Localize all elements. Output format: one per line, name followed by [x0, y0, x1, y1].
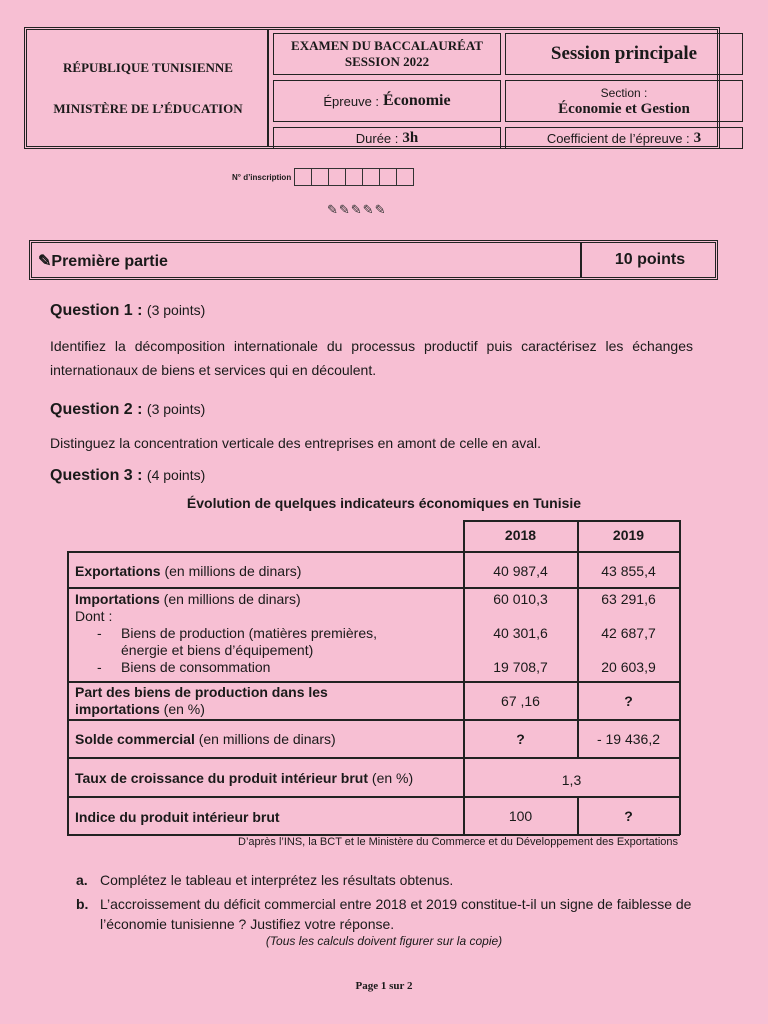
duree-label: Durée : [355, 130, 399, 146]
question-2-text: Distinguez la concentration verticale des entreprises en amont de celle en aval. [50, 435, 542, 451]
table-title: Évolution de quelques indicateurs économiques en Tunisie [186, 495, 582, 511]
question-1-title [50, 302, 205, 320]
calculation-note: (Tous les calculs doivent figurer sur la copie) [265, 934, 503, 948]
exam-title: EXAMEN DU BACCALAURÉAT [291, 38, 483, 53]
row-label-bold: Importations [75, 591, 160, 607]
part-points: 10 points [614, 251, 686, 268]
task-marker: a. [76, 872, 88, 888]
inscription-field [232, 168, 414, 186]
question-points: (3 points) [146, 302, 206, 318]
duree-value: 3h [402, 129, 419, 146]
row-label-bold: Indice du produit intérieur brut [75, 809, 280, 825]
indicators-table [67, 520, 680, 836]
table-rule [67, 796, 680, 798]
inscription-box[interactable] [294, 168, 312, 186]
inscription-box[interactable] [379, 168, 397, 186]
question-points: (4 points) [146, 467, 206, 483]
cell-taux-value: 1,3 [561, 772, 582, 788]
row-label-text: Biens de consommation [121, 659, 271, 675]
cell-imp-2019: 63 291,6 [601, 591, 656, 607]
inscription-box[interactable] [396, 168, 414, 186]
cell-bc-2018: 19 708,7 [493, 659, 548, 675]
part-divider [580, 243, 582, 277]
cell-exp-2019: 43 855,4 [601, 563, 656, 579]
epreuve-cell [273, 80, 501, 122]
cell-bp-2018: 40 301,6 [493, 625, 548, 641]
inscription-box[interactable] [311, 168, 329, 186]
task-text: Complétez le tableau et interprétez les résultats obtenus. [100, 872, 454, 888]
cell-bc-2019: 20 603,9 [601, 659, 656, 675]
row-label-bold: Solde commercial [75, 731, 195, 747]
row-unit: (en millions de dinars) [194, 731, 336, 747]
duree-cell [273, 127, 501, 149]
section-value: Économie et Gestion [558, 101, 690, 117]
epreuve-value: Économie [383, 92, 451, 109]
question-title: Question 2 : [50, 401, 143, 418]
column-header-2018: 2018 [504, 527, 537, 543]
question-3-title [50, 467, 205, 485]
row-unit: (en millions de dinars) [160, 563, 302, 579]
row-label-part [67, 684, 463, 718]
coefficient-label: Coefficient de l’épreuve : [546, 130, 690, 146]
cell-solde-2019: - 19 436,2 [596, 731, 661, 747]
table-rule [67, 681, 680, 683]
issuer-block [30, 33, 266, 143]
page-number: Page 1 sur 2 [355, 980, 413, 992]
part-bar [29, 240, 718, 280]
part-title: ✎Première partie [38, 253, 168, 270]
row-label-bold: Exportations [75, 563, 161, 579]
question-2-title [50, 401, 205, 419]
row-label-taux [67, 770, 463, 786]
inscription-label: N° d’inscription [232, 172, 292, 182]
inscription-box[interactable] [362, 168, 380, 186]
table-rule [679, 520, 681, 835]
exam-session-year: SESSION 2022 [344, 54, 430, 69]
section-cell [505, 80, 743, 122]
row-unit: (en millions de dinars) [159, 591, 301, 607]
row-label-biens-consommation: - Biens de consommation [97, 659, 271, 675]
cell-indice-2018: 100 [508, 808, 533, 824]
row-label-text: énergie et biens d’équipement) [121, 642, 314, 658]
row-label-importations [67, 591, 463, 625]
row-label-bold: importations [75, 701, 160, 717]
cell-imp-2018: 60 010,3 [493, 591, 548, 607]
section-label: Section : [600, 86, 648, 100]
task-a [76, 870, 696, 890]
question-1-text: Identifiez la décomposition internationale du processus productif puis caractérisez les échanges internationaux de biens et services qui en découlent. [50, 338, 693, 378]
dont-label: Dont : [75, 608, 113, 624]
cell-part-2018: 67 ,16 [501, 693, 540, 709]
question-title: Question 3 : [50, 467, 143, 484]
cell-exp-2018: 40 987,4 [493, 563, 548, 579]
pencil-icons: ✎✎✎✎✎ [327, 202, 387, 217]
row-label-text: Biens de production (matières premières, [121, 625, 378, 641]
row-label-bold: Taux de croissance du produit intérieur brut [75, 770, 369, 786]
row-label-exportations [67, 563, 463, 579]
inscription-box[interactable] [328, 168, 346, 186]
table-rule [67, 719, 680, 721]
republic-label: RÉPUBLIQUE TUNISIENNE [63, 59, 233, 75]
column-header-2019: 2019 [612, 527, 645, 543]
table-rule [67, 551, 680, 553]
row-label-biens-production: - Biens de production (matières premières, énergie et biens d’équipement) [97, 625, 378, 658]
question-title: Question 1 : [50, 302, 143, 319]
table-rule [67, 587, 680, 589]
table-rule [67, 757, 680, 759]
task-text: L’accroissement du déficit commercial entre 2018 et 2019 constitue-t-il un signe de faiblesse de l’économie tunisienne ? Justifiez votre réponse. [100, 896, 692, 932]
ministry-label: MINISTÈRE DE L’ÉDUCATION [53, 100, 243, 116]
row-unit: (en %) [368, 770, 414, 786]
coefficient-cell [505, 127, 743, 149]
question-points: (3 points) [146, 401, 206, 417]
cell-bp-2019: 42 687,7 [601, 625, 656, 641]
row-label-indice [67, 809, 463, 825]
table-source: D’après l’INS, la BCT et le Ministère du Commerce et du Développement des Exportations [238, 836, 678, 848]
epreuve-label: Épreuve : [323, 93, 380, 109]
row-label-solde [67, 731, 463, 747]
session-cell [505, 33, 743, 75]
inscription-box[interactable] [345, 168, 363, 186]
exam-header [24, 27, 720, 149]
cell-indice-2019: ? [624, 808, 633, 824]
cell-part-2019: ? [624, 693, 633, 709]
coefficient-value: 3 [693, 129, 702, 146]
exam-title-cell [273, 33, 501, 75]
header-divider [267, 30, 269, 146]
task-b [76, 894, 720, 934]
cell-solde-2018: ? [516, 731, 525, 747]
session-label: Session principale [550, 43, 698, 64]
row-unit: (en %) [159, 701, 205, 717]
task-marker: b. [76, 896, 89, 912]
table-rule [463, 520, 680, 522]
row-label-bold: Part des biens de production dans les [75, 684, 328, 700]
